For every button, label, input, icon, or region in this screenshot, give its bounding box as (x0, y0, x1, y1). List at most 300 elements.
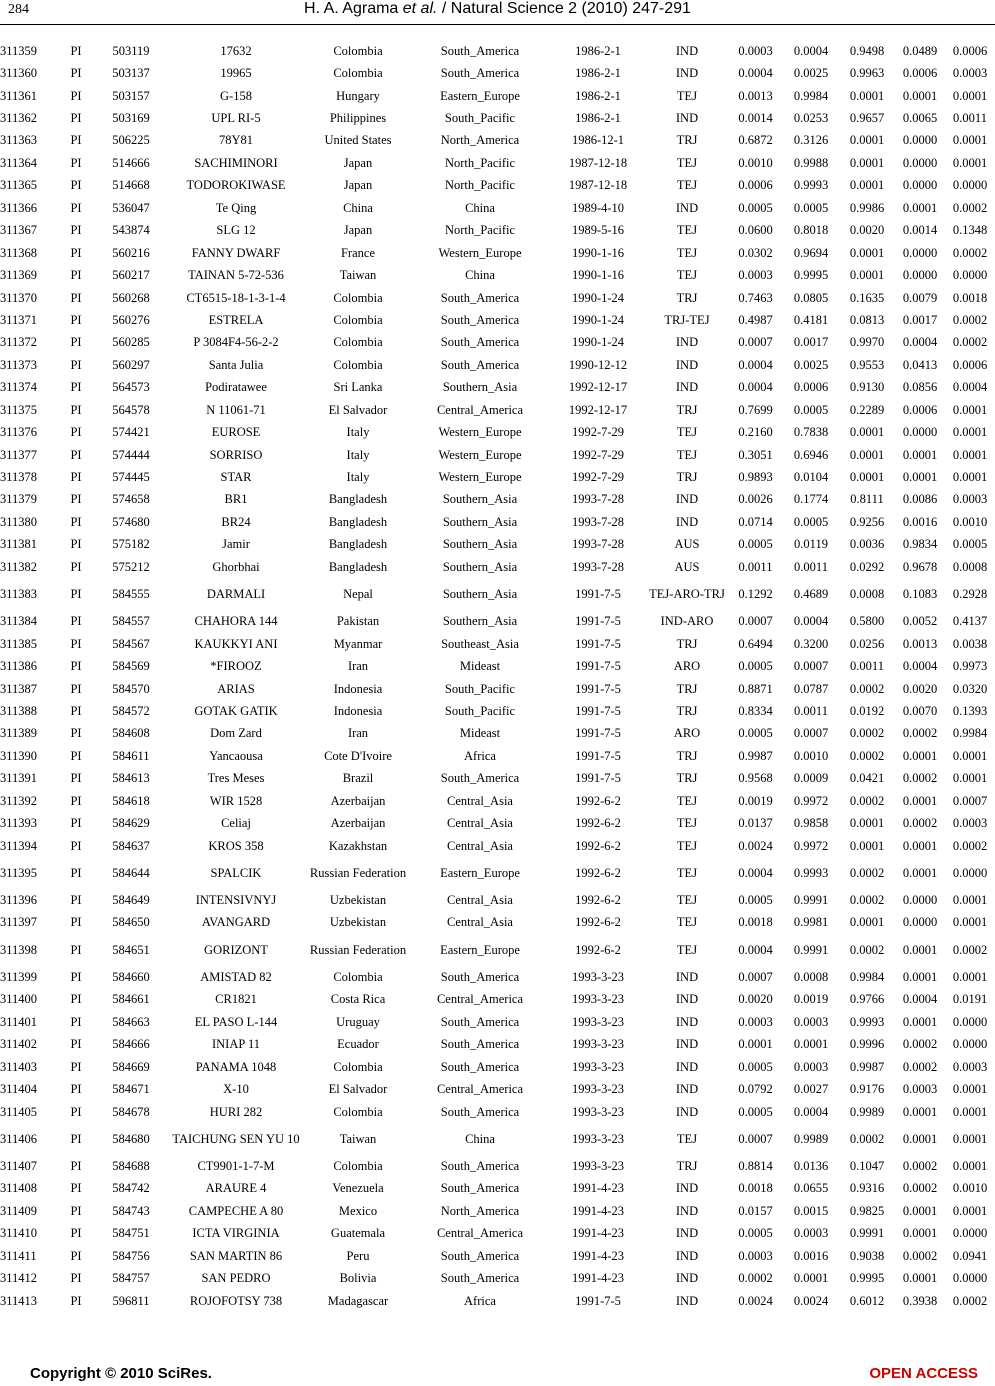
program-code-cell: PI (70, 865, 82, 880)
accession-id-cell: 311369 (0, 268, 38, 283)
ancestry-4-cell: 0.0000 (902, 268, 938, 283)
pi-number-cell: 584567 (112, 636, 150, 651)
pi-number-cell: 584649 (112, 893, 150, 908)
ancestry-3-cell: 0.0001 (849, 88, 885, 103)
cultivar-name-cell: SAN MARTIN 86 (189, 1248, 283, 1263)
date-cell: 1993-3-23 (571, 969, 625, 984)
table-row (0, 421, 995, 443)
country-cell: Iran (347, 659, 369, 674)
ancestry-5-cell: 0.0002 (952, 200, 988, 215)
ancestry-3-cell: 0.9995 (849, 1271, 885, 1286)
pi-number-cell: 584569 (112, 659, 150, 674)
ancestry-2-cell: 0.6946 (793, 447, 829, 462)
date-cell: 1986-2-1 (575, 66, 621, 81)
table-row (0, 1155, 995, 1177)
ancestry-4-cell: 0.0002 (902, 1059, 938, 1074)
country-cell: Brazil (342, 771, 374, 786)
table-row (0, 309, 995, 331)
ancestry-4-cell: 0.0001 (902, 748, 938, 763)
ancestry-3-cell: 0.0002 (849, 681, 885, 696)
subpopulation-cell: TEJ (676, 793, 698, 808)
program-code-cell: PI (70, 470, 82, 485)
country-cell: El Salvador (328, 1082, 388, 1097)
table-row (0, 768, 995, 790)
region-cell: Africa (464, 748, 496, 763)
region-cell: North_America (440, 1203, 520, 1218)
program-code-cell: PI (70, 425, 82, 440)
date-cell: 1986-12-1 (571, 133, 625, 148)
date-cell: 1989-4-10 (571, 200, 625, 215)
table-row (0, 745, 995, 767)
subpopulation-cell: AUS (674, 537, 700, 552)
program-code-cell: PI (70, 290, 82, 305)
date-cell: 1993-3-23 (571, 1082, 625, 1097)
ancestry-1-cell: 0.8334 (738, 703, 773, 718)
country-cell: United States (324, 133, 392, 148)
ancestry-4-cell: 0.0014 (902, 223, 938, 238)
ancestry-4-cell: 0.0052 (902, 614, 938, 629)
pi-number-cell: 584555 (112, 587, 150, 601)
region-cell: South_America (440, 969, 520, 984)
ancestry-3-cell: 0.0001 (849, 470, 885, 485)
program-code-cell: PI (70, 312, 82, 327)
country-cell: Bolivia (339, 1271, 377, 1286)
ancestry-4-cell: 0.0001 (902, 865, 938, 880)
cultivar-name-cell: CAMPECHE A 80 (188, 1203, 284, 1218)
ancestry-2-cell: 0.4181 (793, 312, 829, 327)
table-row (0, 354, 995, 376)
ancestry-1-cell: 0.0005 (738, 200, 773, 215)
country-cell: Bangladesh (328, 514, 388, 529)
cultivar-name-cell: INTENSIVNYJ (195, 893, 277, 908)
date-cell: 1991-4-23 (571, 1181, 625, 1196)
table-row (0, 220, 995, 242)
ancestry-2-cell: 0.0119 (794, 537, 828, 552)
ancestry-4-cell: 0.0000 (902, 915, 938, 930)
ancestry-3-cell: 0.0001 (849, 816, 885, 831)
accession-id-cell: 311367 (0, 223, 38, 238)
ancestry-2-cell: 0.0025 (793, 66, 829, 81)
date-cell: 1990-1-24 (571, 312, 625, 327)
ancestry-2-cell: 0.0253 (793, 111, 829, 126)
ancestry-5-cell: 0.0001 (952, 447, 988, 462)
ancestry-3-cell: 0.6012 (849, 1293, 885, 1308)
ancestry-5-cell: 0.0018 (952, 290, 988, 305)
ancestry-4-cell: 0.0413 (902, 357, 938, 372)
pi-number-cell: 584666 (112, 1037, 150, 1052)
ancestry-3-cell: 0.0001 (849, 133, 885, 148)
ancestry-1-cell: 0.0007 (738, 1131, 773, 1146)
pi-number-cell: 575182 (112, 537, 150, 552)
ancestry-1-cell: 0.6494 (738, 636, 773, 651)
program-code-cell: PI (70, 335, 82, 350)
region-cell: North_Pacific (444, 155, 516, 170)
header-rule (0, 24, 995, 25)
pi-number-cell: 574658 (112, 492, 150, 507)
ancestry-2-cell: 0.9972 (793, 838, 829, 853)
ancestry-4-cell: 0.0000 (902, 245, 938, 260)
ancestry-2-cell: 0.9993 (793, 178, 829, 193)
date-cell: 1992-6-2 (575, 915, 621, 930)
cultivar-name-cell: ARIAS (217, 681, 255, 696)
ancestry-3-cell: 0.9657 (849, 111, 885, 126)
region-cell: South_America (440, 357, 520, 372)
cultivar-name-cell: KAUKKYI ANI (194, 636, 278, 651)
ancestry-5-cell: 0.4137 (952, 614, 988, 629)
ancestry-5-cell: 0.0010 (952, 514, 988, 529)
ancestry-5-cell: 0.0008 (952, 559, 988, 574)
ancestry-2-cell: 0.9981 (793, 915, 829, 930)
ancestry-2-cell: 0.0008 (793, 969, 829, 984)
pi-number-cell: 584608 (112, 726, 150, 741)
ancestry-5-cell: 0.0000 (952, 865, 988, 880)
region-cell: North_America (440, 133, 520, 148)
program-code-cell: PI (70, 1104, 82, 1119)
subpopulation-cell: TEJ (676, 942, 698, 957)
ancestry-4-cell: 0.0001 (902, 793, 938, 808)
accession-id-cell: 311413 (0, 1293, 38, 1308)
running-title (0, 0, 995, 18)
cultivar-name-cell: BR1 (224, 492, 248, 507)
subpopulation-cell: TRJ (676, 290, 698, 305)
ancestry-4-cell: 0.0000 (902, 178, 938, 193)
ancestry-1-cell: 0.0714 (738, 514, 773, 529)
pi-number-cell: 584660 (112, 969, 150, 984)
pi-number-cell: 584644 (112, 865, 150, 880)
program-code-cell: PI (70, 178, 82, 193)
table-row (0, 1267, 995, 1289)
date-cell: 1987-12-18 (568, 155, 628, 170)
ancestry-3-cell: 0.0292 (849, 559, 885, 574)
subpopulation-cell: TRJ (676, 470, 698, 485)
cultivar-name-cell: AVANGARD (201, 915, 271, 930)
date-cell: 1993-3-23 (571, 1158, 625, 1173)
subpopulation-cell: TEJ (676, 865, 698, 880)
region-cell: China (465, 1131, 495, 1146)
cultivar-name-cell: SLG 12 (216, 223, 256, 238)
country-cell: Colombia (333, 312, 383, 327)
ancestry-2-cell: 0.0004 (793, 1104, 829, 1119)
ancestry-2-cell: 0.9984 (793, 88, 829, 103)
date-cell: 1991-7-5 (575, 703, 621, 718)
cultivar-name-cell: CT9901-1-7-M (197, 1158, 275, 1173)
pi-number-cell: 560216 (112, 245, 150, 260)
pi-number-cell: 584629 (112, 816, 150, 831)
date-cell: 1986-2-1 (575, 43, 621, 58)
table-row (0, 611, 995, 633)
country-cell: Taiwan (339, 1131, 377, 1146)
date-cell: 1993-7-28 (571, 559, 625, 574)
ancestry-3-cell: 0.9987 (849, 1059, 885, 1074)
accession-id-cell: 311383 (0, 587, 38, 601)
accession-id-cell: 311386 (0, 659, 38, 674)
program-code-cell: PI (70, 1158, 82, 1173)
table-row (0, 264, 995, 286)
ancestry-3-cell: 0.9963 (849, 66, 885, 81)
cultivar-name-cell: STAR (220, 470, 252, 485)
cultivar-name-cell: EL PASO L-144 (194, 1014, 278, 1029)
cultivar-name-cell: *FIROOZ (210, 659, 262, 674)
table-row (0, 1078, 995, 1100)
table-row (0, 85, 995, 107)
ancestry-4-cell: 0.0000 (902, 133, 938, 148)
country-cell: Azerbaijan (330, 793, 386, 808)
table-row (0, 966, 995, 988)
cultivar-name-cell: Ghorbhai (212, 559, 260, 574)
pi-number-cell: 584742 (112, 1181, 150, 1196)
table-row (0, 812, 995, 834)
table-row (0, 175, 995, 197)
pi-number-cell: 503169 (112, 111, 150, 126)
table-row (0, 655, 995, 677)
ancestry-2-cell: 0.0027 (793, 1082, 829, 1097)
subpopulation-cell: IND (675, 969, 699, 984)
ancestry-1-cell: 0.0005 (738, 893, 773, 908)
table-row (0, 62, 995, 84)
cultivar-name-cell: SPALCIK (210, 865, 262, 880)
ancestry-3-cell: 0.0011 (850, 659, 884, 674)
page-number: 284 (8, 2, 29, 17)
region-cell: Western_Europe (438, 425, 522, 440)
ancestry-3-cell: 0.0002 (849, 1131, 885, 1146)
program-code-cell: PI (70, 1082, 82, 1097)
subpopulation-cell: IND (675, 1181, 699, 1196)
ancestry-4-cell: 0.3938 (902, 1293, 938, 1308)
date-cell: 1991-7-5 (575, 726, 621, 741)
ancestry-4-cell: 0.0079 (902, 290, 938, 305)
subpopulation-cell: IND (675, 111, 699, 126)
date-cell: 1991-4-23 (571, 1226, 625, 1241)
subpopulation-cell: TEJ (676, 838, 698, 853)
ancestry-2-cell: 0.4689 (793, 587, 829, 601)
ancestry-1-cell: 0.0003 (738, 1014, 773, 1029)
accession-id-cell: 311396 (0, 893, 38, 908)
ancestry-2-cell: 0.7838 (793, 425, 829, 440)
program-code-cell: PI (70, 559, 82, 574)
program-code-cell: PI (70, 838, 82, 853)
date-cell: 1991-7-5 (575, 771, 621, 786)
pi-number-cell: 574680 (112, 514, 150, 529)
region-cell: Southeast_Asia (441, 636, 519, 651)
ancestry-2-cell: 0.0655 (793, 1181, 829, 1196)
cultivar-name-cell: INIAP 11 (211, 1037, 261, 1052)
program-code-cell: PI (70, 492, 82, 507)
ancestry-3-cell: 0.2289 (849, 402, 885, 417)
accession-id-cell: 311381 (0, 537, 38, 552)
country-cell: El Salvador (328, 402, 388, 417)
table-row (0, 934, 995, 966)
ancestry-2-cell: 0.3200 (793, 636, 829, 651)
pi-number-cell: 596811 (112, 1293, 150, 1308)
pi-number-cell: 574445 (112, 470, 150, 485)
subpopulation-cell: TRJ (676, 133, 698, 148)
accession-id-cell: 311388 (0, 703, 38, 718)
cultivar-name-cell: ICTA VIRGINIA (192, 1226, 280, 1241)
pi-number-cell: 584661 (112, 992, 150, 1007)
table-row (0, 633, 995, 655)
country-cell: Sri Lanka (333, 380, 383, 395)
subpopulation-cell: TEJ (676, 447, 698, 462)
table-row (0, 1178, 995, 1200)
ancestry-1-cell: 0.0004 (738, 380, 773, 395)
ancestry-1-cell: 0.0005 (738, 659, 773, 674)
ancestry-2-cell: 0.9991 (793, 942, 829, 957)
date-cell: 1987-12-18 (568, 178, 628, 193)
subpopulation-cell: TRJ-TEJ (664, 312, 710, 327)
ancestry-3-cell: 0.9996 (849, 1037, 885, 1052)
ancestry-4-cell: 0.0002 (902, 1248, 938, 1263)
date-cell: 1992-6-2 (575, 838, 621, 853)
cultivar-name-cell: ROJOFOTSY 738 (189, 1293, 283, 1308)
table-row (0, 489, 995, 511)
subpopulation-cell: TRJ (676, 703, 698, 718)
region-cell: South_America (440, 66, 520, 81)
ancestry-5-cell: 0.0011 (953, 111, 987, 126)
date-cell: 1991-4-23 (571, 1203, 625, 1218)
date-cell: 1992-7-29 (571, 425, 625, 440)
region-cell: Western_Europe (438, 470, 522, 485)
subpopulation-cell: IND (675, 1203, 699, 1218)
ancestry-5-cell: 0.0038 (952, 636, 988, 651)
accession-id-cell: 311392 (0, 793, 38, 808)
country-cell: Japan (343, 155, 373, 170)
accession-id-cell: 311376 (0, 425, 38, 440)
date-cell: 1993-3-23 (571, 1104, 625, 1119)
ancestry-2-cell: 0.9694 (793, 245, 829, 260)
date-cell: 1991-7-5 (575, 614, 621, 629)
date-cell: 1992-6-2 (575, 865, 621, 880)
pi-number-cell: 503157 (112, 88, 150, 103)
ancestry-1-cell: 0.0302 (738, 245, 773, 260)
country-cell: Colombia (333, 357, 383, 372)
cultivar-name-cell: SACHIMINORI (194, 155, 278, 170)
table-row (0, 1123, 995, 1155)
subpopulation-cell: IND (675, 1059, 699, 1074)
ancestry-1-cell: 0.0007 (738, 614, 773, 629)
region-cell: North_Pacific (444, 223, 516, 238)
ancestry-2-cell: 0.8018 (793, 223, 829, 238)
table-row (0, 40, 995, 62)
title-journal: / Natural Science 2 (2010) 247-291 (437, 0, 691, 17)
ancestry-4-cell: 0.0001 (902, 838, 938, 853)
open-access-label: OPEN ACCESS (869, 1365, 978, 1382)
program-code-cell: PI (70, 793, 82, 808)
region-cell: Central_America (436, 402, 524, 417)
program-code-cell: PI (70, 1014, 82, 1029)
accession-id-cell: 311397 (0, 915, 38, 930)
ancestry-3-cell: 0.0001 (849, 425, 885, 440)
subpopulation-cell: IND (675, 1293, 699, 1308)
cultivar-name-cell: CT6515-18-1-3-1-4 (186, 290, 286, 305)
accession-id-cell: 311395 (0, 865, 38, 880)
ancestry-1-cell: 0.0005 (738, 1104, 773, 1119)
subpopulation-cell: IND-ARO (660, 614, 714, 629)
ancestry-3-cell: 0.0813 (849, 312, 885, 327)
accession-id-cell: 311368 (0, 245, 38, 260)
ancestry-3-cell: 0.9176 (849, 1082, 885, 1097)
country-cell: Philippines (329, 111, 387, 126)
ancestry-3-cell: 0.0002 (849, 748, 885, 763)
region-cell: Central_America (436, 1226, 524, 1241)
ancestry-4-cell: 0.0004 (902, 659, 938, 674)
accession-id-cell: 311359 (0, 43, 38, 58)
region-cell: South_America (440, 1014, 520, 1029)
ancestry-3-cell: 0.0002 (849, 942, 885, 957)
ancestry-3-cell: 0.9986 (849, 200, 885, 215)
subpopulation-cell: TEJ (676, 1131, 698, 1146)
cultivar-name-cell: ESTRELA (208, 312, 264, 327)
ancestry-2-cell: 0.0001 (793, 1037, 829, 1052)
ancestry-1-cell: 0.7463 (738, 290, 773, 305)
program-code-cell: PI (70, 402, 82, 417)
accession-id-cell: 311411 (0, 1248, 37, 1263)
ancestry-2-cell: 0.0003 (793, 1226, 829, 1241)
pi-number-cell: 584572 (112, 703, 150, 718)
ancestry-5-cell: 0.0000 (952, 1226, 988, 1241)
ancestry-3-cell: 0.9989 (849, 1104, 885, 1119)
ancestry-4-cell: 0.0002 (902, 726, 938, 741)
table-row (0, 197, 995, 219)
accession-id-cell: 311374 (0, 380, 38, 395)
ancestry-2-cell: 0.0005 (793, 402, 829, 417)
table-row (0, 1011, 995, 1033)
country-cell: Uzbekistan (329, 915, 387, 930)
country-cell: Colombia (333, 1104, 383, 1119)
ancestry-5-cell: 0.0000 (952, 1271, 988, 1286)
pi-number-cell: 560276 (112, 312, 150, 327)
ancestry-4-cell: 0.0001 (902, 969, 938, 984)
program-code-cell: PI (70, 587, 82, 601)
ancestry-1-cell: 0.7699 (738, 402, 773, 417)
ancestry-1-cell: 0.0014 (738, 111, 773, 126)
pi-number-cell: 584756 (112, 1248, 150, 1263)
pi-number-cell: 584637 (112, 838, 150, 853)
region-cell: China (465, 200, 495, 215)
table-row (0, 242, 995, 264)
cultivar-name-cell: 78Y81 (218, 133, 254, 148)
pi-number-cell: 514668 (112, 178, 150, 193)
ancestry-4-cell: 0.0000 (902, 893, 938, 908)
accession-id-cell: 311362 (0, 111, 38, 126)
country-cell: Taiwan (339, 268, 377, 283)
ancestry-2-cell: 0.0006 (793, 380, 829, 395)
accession-id-cell: 311380 (0, 514, 38, 529)
date-cell: 1993-7-28 (571, 537, 625, 552)
ancestry-4-cell: 0.0001 (902, 470, 938, 485)
region-cell: Eastern_Europe (440, 942, 520, 957)
region-cell: Central_Asia (447, 793, 513, 808)
date-cell: 1986-2-1 (575, 111, 621, 126)
cultivar-name-cell: TODOROKIWASE (186, 178, 286, 193)
subpopulation-cell: IND (675, 200, 699, 215)
pi-number-cell: 584688 (112, 1158, 150, 1173)
ancestry-2-cell: 0.0016 (793, 1248, 829, 1263)
ancestry-1-cell: 0.0019 (738, 793, 773, 808)
ancestry-3-cell: 0.9766 (849, 992, 885, 1007)
ancestry-1-cell: 0.0004 (738, 357, 773, 372)
date-cell: 1992-6-2 (575, 942, 621, 957)
ancestry-5-cell: 0.9984 (952, 726, 988, 741)
country-cell: Colombia (333, 1158, 383, 1173)
ancestry-3-cell: 0.0036 (849, 537, 885, 552)
accession-id-cell: 311385 (0, 636, 38, 651)
date-cell: 1991-7-5 (575, 636, 621, 651)
ancestry-4-cell: 0.0001 (902, 1014, 938, 1029)
ancestry-4-cell: 0.0000 (902, 155, 938, 170)
table-row (0, 723, 995, 745)
program-code-cell: PI (70, 88, 82, 103)
region-cell: Mideast (459, 726, 501, 741)
